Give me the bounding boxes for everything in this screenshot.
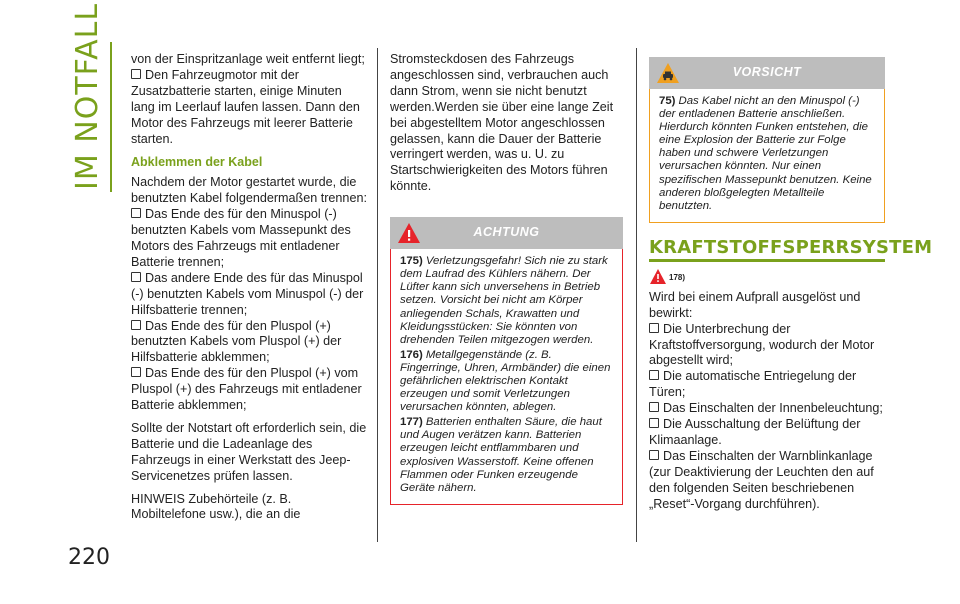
section-heading: KRAFTSTOFFSPERRSYSTEM — [649, 237, 885, 262]
reference-row — [649, 268, 885, 290]
column-1 — [131, 52, 367, 523]
bullet-item: Das Einschalten der Warnblinkanlage (zur Deaktivierung der Leuchten den auf den folgenden Seiten beschriebenen „Reset“-Vorgang durchführen). — [649, 449, 885, 513]
caution-item: 75) Das Kabel nicht an den Minuspol (-) der entladenen Batterie anschließen. Hierdurch könnten Funken entstehen, die eine Explosion der Batterie zur Folge haben und schwere Verletzungen verursachen könnten. Nur einen spezifischen Massepunkt benutzen. Keine anderen bloßgelegten Metallteile benutzten. — [659, 95, 872, 212]
warning-label: ACHTUNG — [473, 225, 540, 240]
page-number: 220 — [68, 545, 110, 570]
bullet-item: Das andere Ende des für das Minuspol (-) benutzten Kabels vom Minuspol (-) der Hilfsbatterie trennen; — [131, 271, 367, 319]
chapter-title: IM NOTFALL — [70, 2, 105, 190]
column-3 — [649, 57, 933, 513]
paragraph: Sollte der Notstart oft erforderlich sein, die Batterie und die Ladeanlage des Fahrzeugs in einer Werkstatt des Jeep-Servicenetzes prüfen lassen. — [131, 420, 367, 483]
warning-header — [390, 217, 623, 249]
bullet-item: Die Unterbrechung der Kraftstoffversorgung, wodurch der Motor abgestellt wird; — [649, 322, 885, 370]
column-divider-2 — [636, 48, 637, 542]
warning-box — [390, 249, 623, 505]
chapter-rule — [110, 42, 112, 192]
paragraph: Nachdem der Motor gestartet wurde, die benutzten Kabel folgendermaßen trennen: — [131, 175, 367, 206]
bullet-item: Das Einschalten der Innenbeleuchtung; — [649, 401, 885, 417]
paragraph: von der Einspritzanlage weit entfernt liegt; — [131, 52, 365, 66]
bullet-item: Die automatische Entriegelung der Türen; — [649, 369, 885, 401]
bullet-item: Den Fahrzeugmotor mit der Zusatzbatterie starten, einige Minuten lang im Leerlauf laufen lassen. Dann den Motor des Fahrzeugs mit leerer Batterie starten. — [131, 68, 367, 148]
bullet-item: Das Ende des für den Minuspol (-) benutzten Kabels vom Massepunkt des Motors des Fahrzeugs mit entladener Batterie trennen; — [131, 207, 367, 271]
warning-reference: 178) — [669, 272, 686, 282]
paragraph: Wird bei einem Aufprall ausgelöst und bewirkt: — [649, 289, 861, 320]
column-divider-1 — [377, 48, 378, 542]
warning-triangle-icon — [396, 221, 422, 245]
column-2 — [390, 52, 623, 505]
caution-label: VORSICHT — [732, 65, 802, 80]
warning-triangle-icon — [649, 268, 667, 285]
bullet-item: Das Ende des für den Pluspol (+) vom Pluspol (+) des Fahrzeugs mit entladener Batterie abklemmen; — [131, 366, 367, 414]
subheading: Abklemmen der Kabel — [131, 155, 263, 170]
caution-header — [649, 57, 885, 89]
warning-item: 175) Verletzungsgefahr! Sich nie zu stark dem Laufrad des Kühlers nähern. Der Lüfter kann sich unversehens in Betrieb setzen. Vorsicht bei nicht am Körper anliegenden Schals, Krawatten und Kleidungsstücken: Sie könnten von drehenden Teilen mitgezogen werden. — [400, 255, 608, 346]
caution-box — [649, 89, 885, 223]
paragraph: Stromsteckdosen des Fahrzeugs angeschlossen sind, verbrauchen auch dann Strom, wenn sie nicht benutzt werden.Werden sie über eine lange Zeit bei abgestelltem Motor angeschlossen gelassen, kann die Dauer der Batterie verringert werden, was u. U. zu Startschwierigkeiten des Motors führen könnte. — [390, 52, 614, 194]
paragraph: HINWEIS Zubehörteile (z. B. Mobiltelefone usw.), die an die — [131, 491, 301, 522]
bullet-item: Die Ausschaltung der Belüftung der Klimaanlage. — [649, 417, 885, 449]
warning-item: 176) Metallgegenstände (z. B. Fingerringe, Uhren, Armbänder) die einen gefährlichen elektrischen Kontakt erzeugen und somit Verletzungen verursachen könnten, ablegen. — [400, 348, 611, 414]
bullet-item: Das Ende des für den Pluspol (+) benutzten Kabels vom Pluspol (+) der Hilfsbatterie abklemmen; — [131, 319, 367, 367]
warning-item: 177) Batterien enthalten Säure, die haut und Augen verätzen kann. Batterien erzeugen leicht entflammbaren und explosiven Wasserstoff. Keine offenen Flammen oder Funken erzeugende Geräte nähern. — [400, 416, 602, 494]
car-caution-icon — [655, 61, 681, 85]
